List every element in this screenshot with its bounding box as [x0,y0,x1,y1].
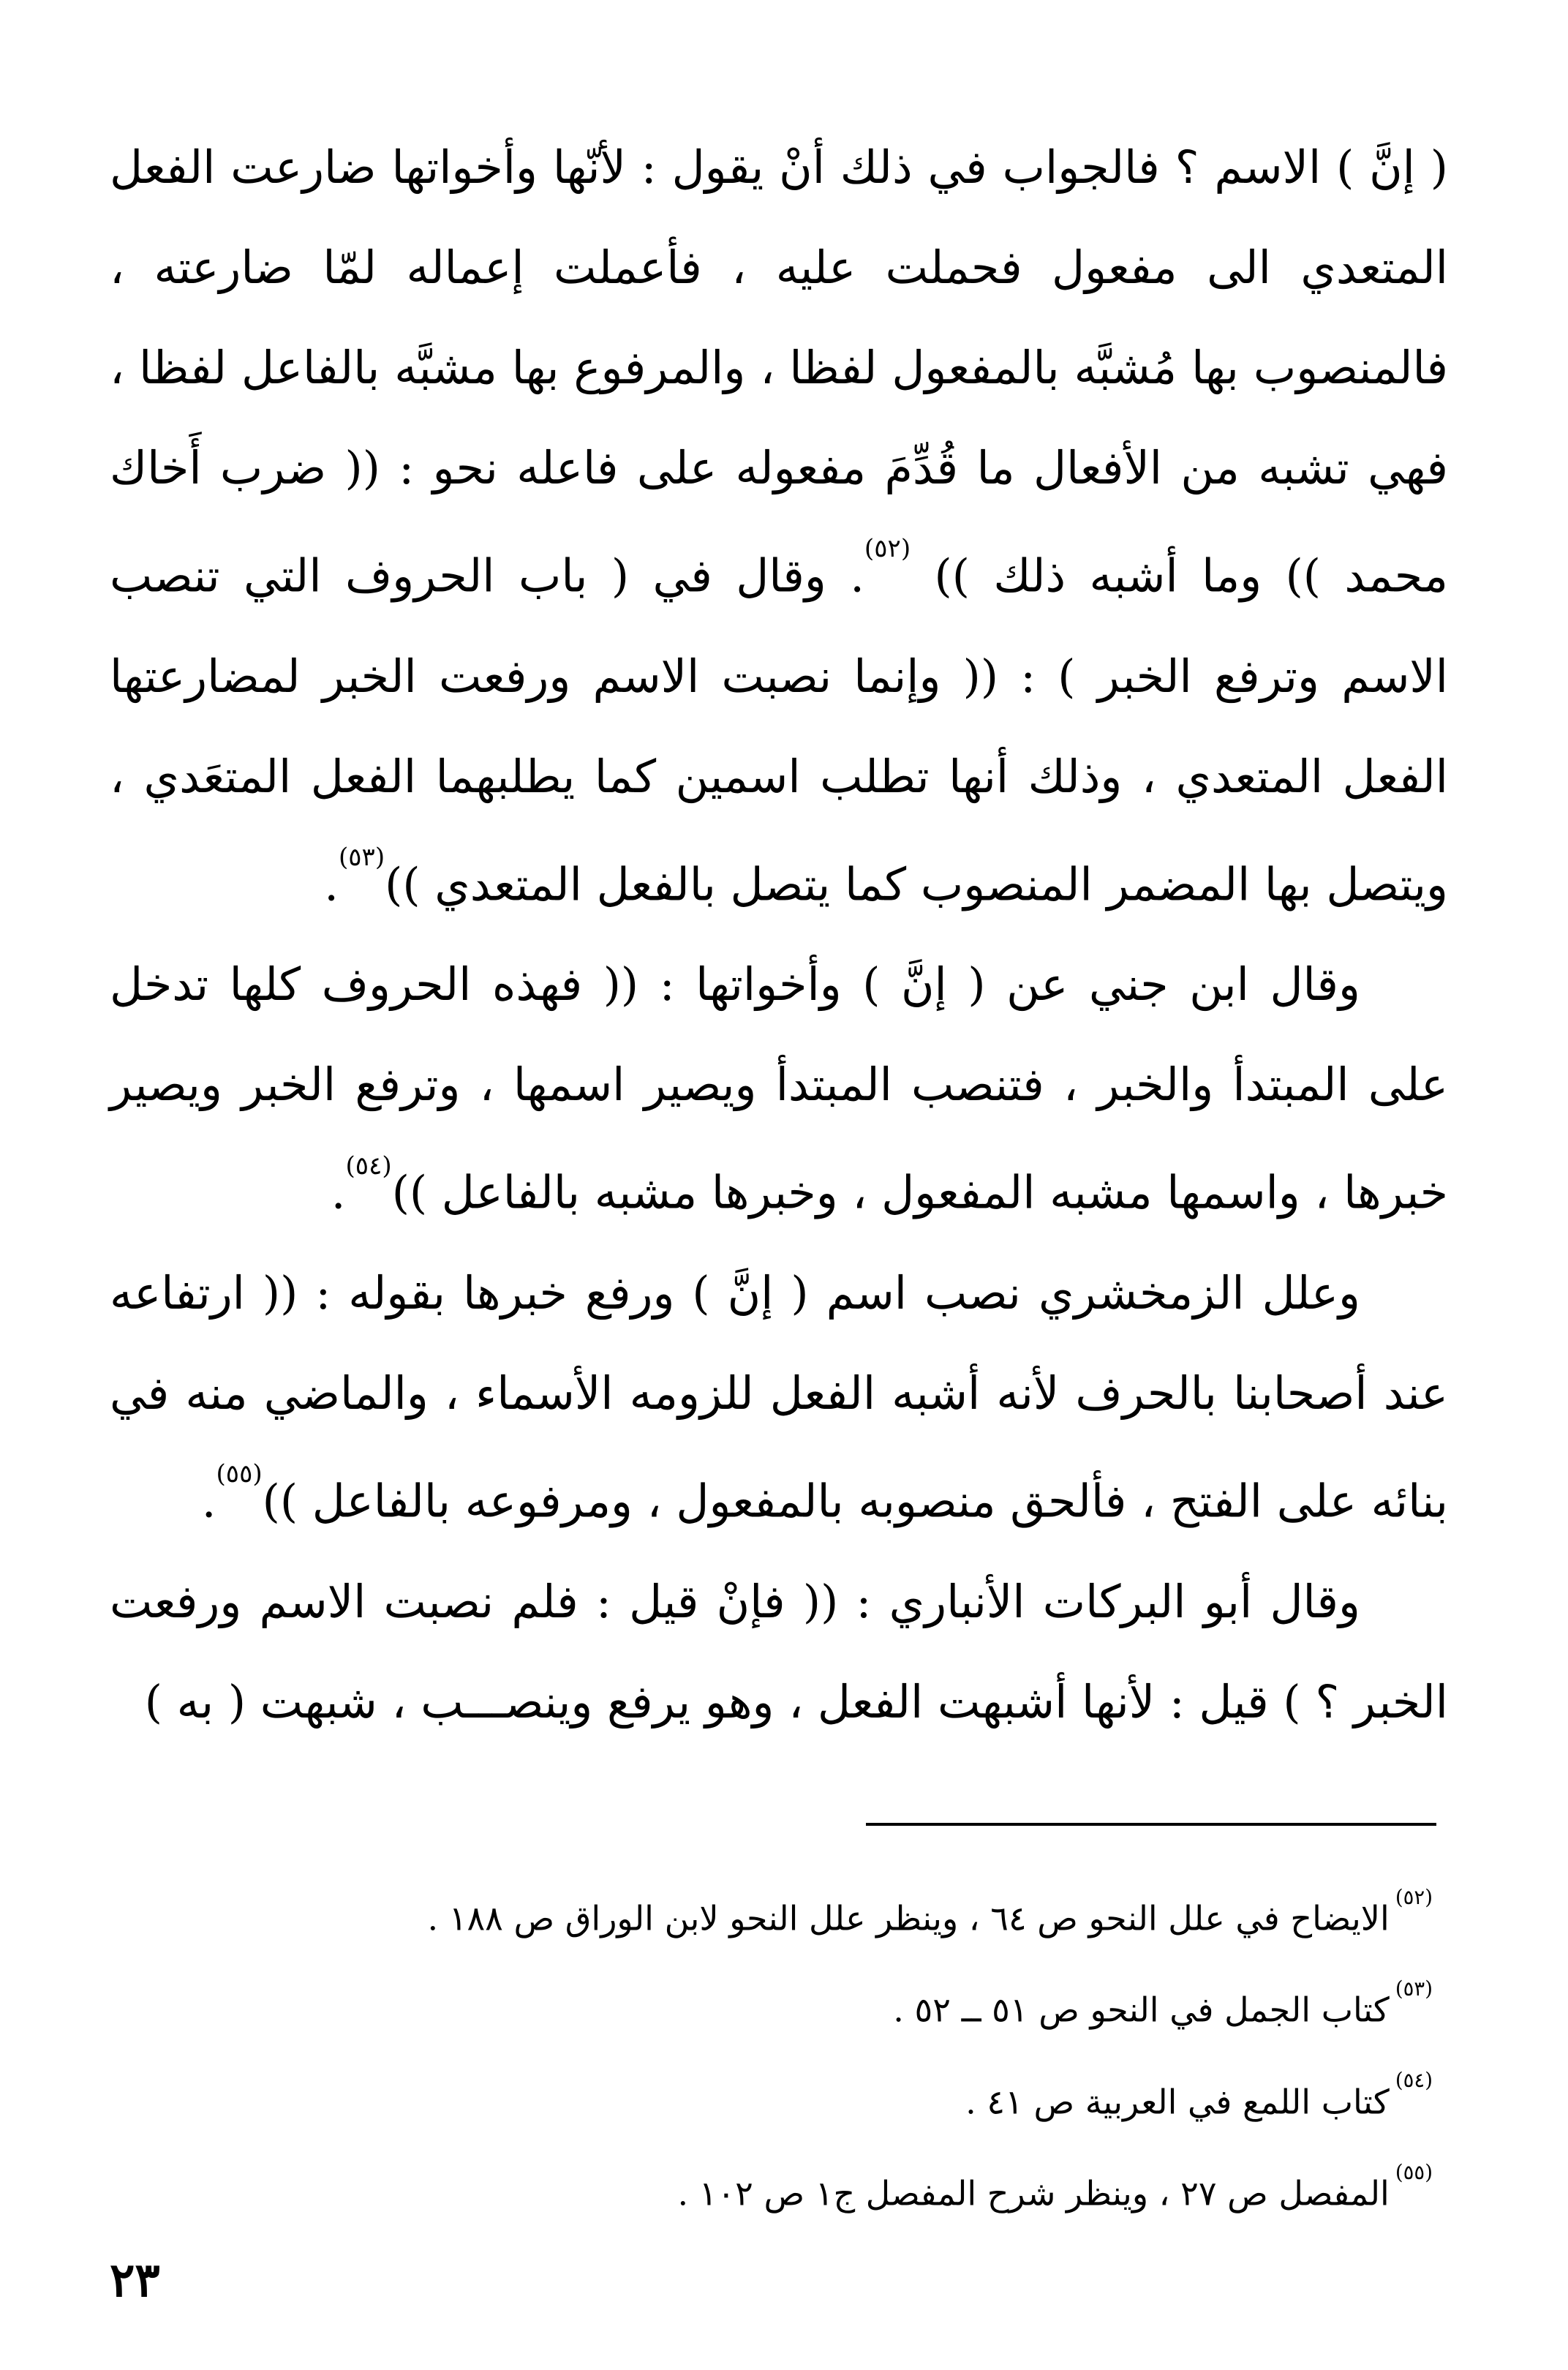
paragraph-1-text: ( إنَّ ) الاسم ؟ فالجواب في ذلك أنْ يقول : لأنّها وأخواتها ضارعت الفعل المتعدي الى مفعول فحملت عليه ، فأعملت إعماله لمّا ضارعته ، فالمنصوب بها مُشبَّه بالمفعول لفظا ، والمرفوع بها مشبَّه بالفاعل لفظا ، فهي تشبه من الأفعال ما قُدِّمَ مفعوله على فاعله نحو : (( ضرب أَخاك محمد )) وما أشبه ذلك )) [110,140,1448,603]
footnote-54 [131,2053,1433,2144]
footnote-number: (٥٢) [1395,1884,1433,1909]
footnote-ref-55: (٥٥) [216,1459,263,1489]
paragraph-2 [110,934,1448,1243]
paragraph-4-text: وقال أبو البركات الأنباري : (( فإنْ قيل : فلم نصبت الاسم ورفعت الخبر ؟ ) قيل : لأنها أشبهت الفعل ، وهو يرفع وينصـــب ، شبهت ( به ) [110,1574,1448,1728]
paragraph-3-text: وعلل الزمخشري نصب اسم ( إنَّ ) ورفع خبرها بقوله : (( ارتفاعه عند أصحابنا بالحرف لأنه أشبه الفعل للزومه الأسماء ، والماضي منه في بنائه على الفتح ، فألحق منصوبه بالمفعول ، ومرفوعه بالفاعل )) [110,1265,1448,1528]
paragraph-3 [110,1243,1448,1551]
footnote-text: كتاب اللمع في العربية ص ٤١ . [965,2081,1390,2121]
footnote-text: المفصل ص ٢٧ ، وينظر شرح المفصل ج١ ص ١٠٢ . [677,2173,1390,2213]
footnote-separator [866,1823,1436,1826]
paragraph-1-end: . [324,857,339,911]
footnote-ref-53: (٥٣) [338,843,385,873]
footnotes [131,1869,1433,2235]
footnote-number: (٥٤) [1395,2068,1433,2093]
footnote-number: (٥٥) [1395,2159,1433,2184]
footnote-ref-52: (٥٢) [864,534,911,564]
footnote-number: (٥٣) [1395,1976,1433,2001]
footnote-text: الايضاح في علل النحو ص ٦٤ ، وينظر علل النحو لابن الوراق ص ١٨٨ . [427,1898,1390,1938]
paragraph-1-continuation: . وقال في ( باب الحروف التي تنصب الاسم وترفع الخبر ) : (( وإنما نصبت الاسم ورفعت الخبر لمضارعتها الفعل المتعدي ، وذلك أنها تطلب اسمين كما يطلبهما الفعل المتعَدي ، ويتصل بها المضمر المنصوب كما يتصل بالفعل المتعدي )) [110,549,1448,911]
paragraph-3-end: . [201,1474,216,1528]
body-text [110,117,1448,1752]
paragraph-2-text: وقال ابن جني عن ( إنَّ ) وأخواتها : (( فهذه الحروف كلها تدخل على المبتدأ والخبر ، فتنصب المبتدأ ويصير اسمها ، وترفع الخبر ويصير خبرها ، واسمها مشبه المفعول ، وخبرها مشبه بالفاعل )) [110,958,1448,1219]
footnote-text: كتاب الجمل في النحو ص ٥١ ــ ٥٢ . [893,1990,1390,2030]
paragraph-2-end: . [331,1165,346,1219]
paragraph-1 [110,117,1448,934]
footnote-ref-54: (٥٤) [345,1151,392,1181]
page-number: ٢٣ [110,2253,160,2308]
footnote-52 [131,1869,1433,1960]
footnote-55 [131,2144,1433,2235]
paragraph-4 [110,1551,1448,1752]
footnote-53 [131,1960,1433,2052]
